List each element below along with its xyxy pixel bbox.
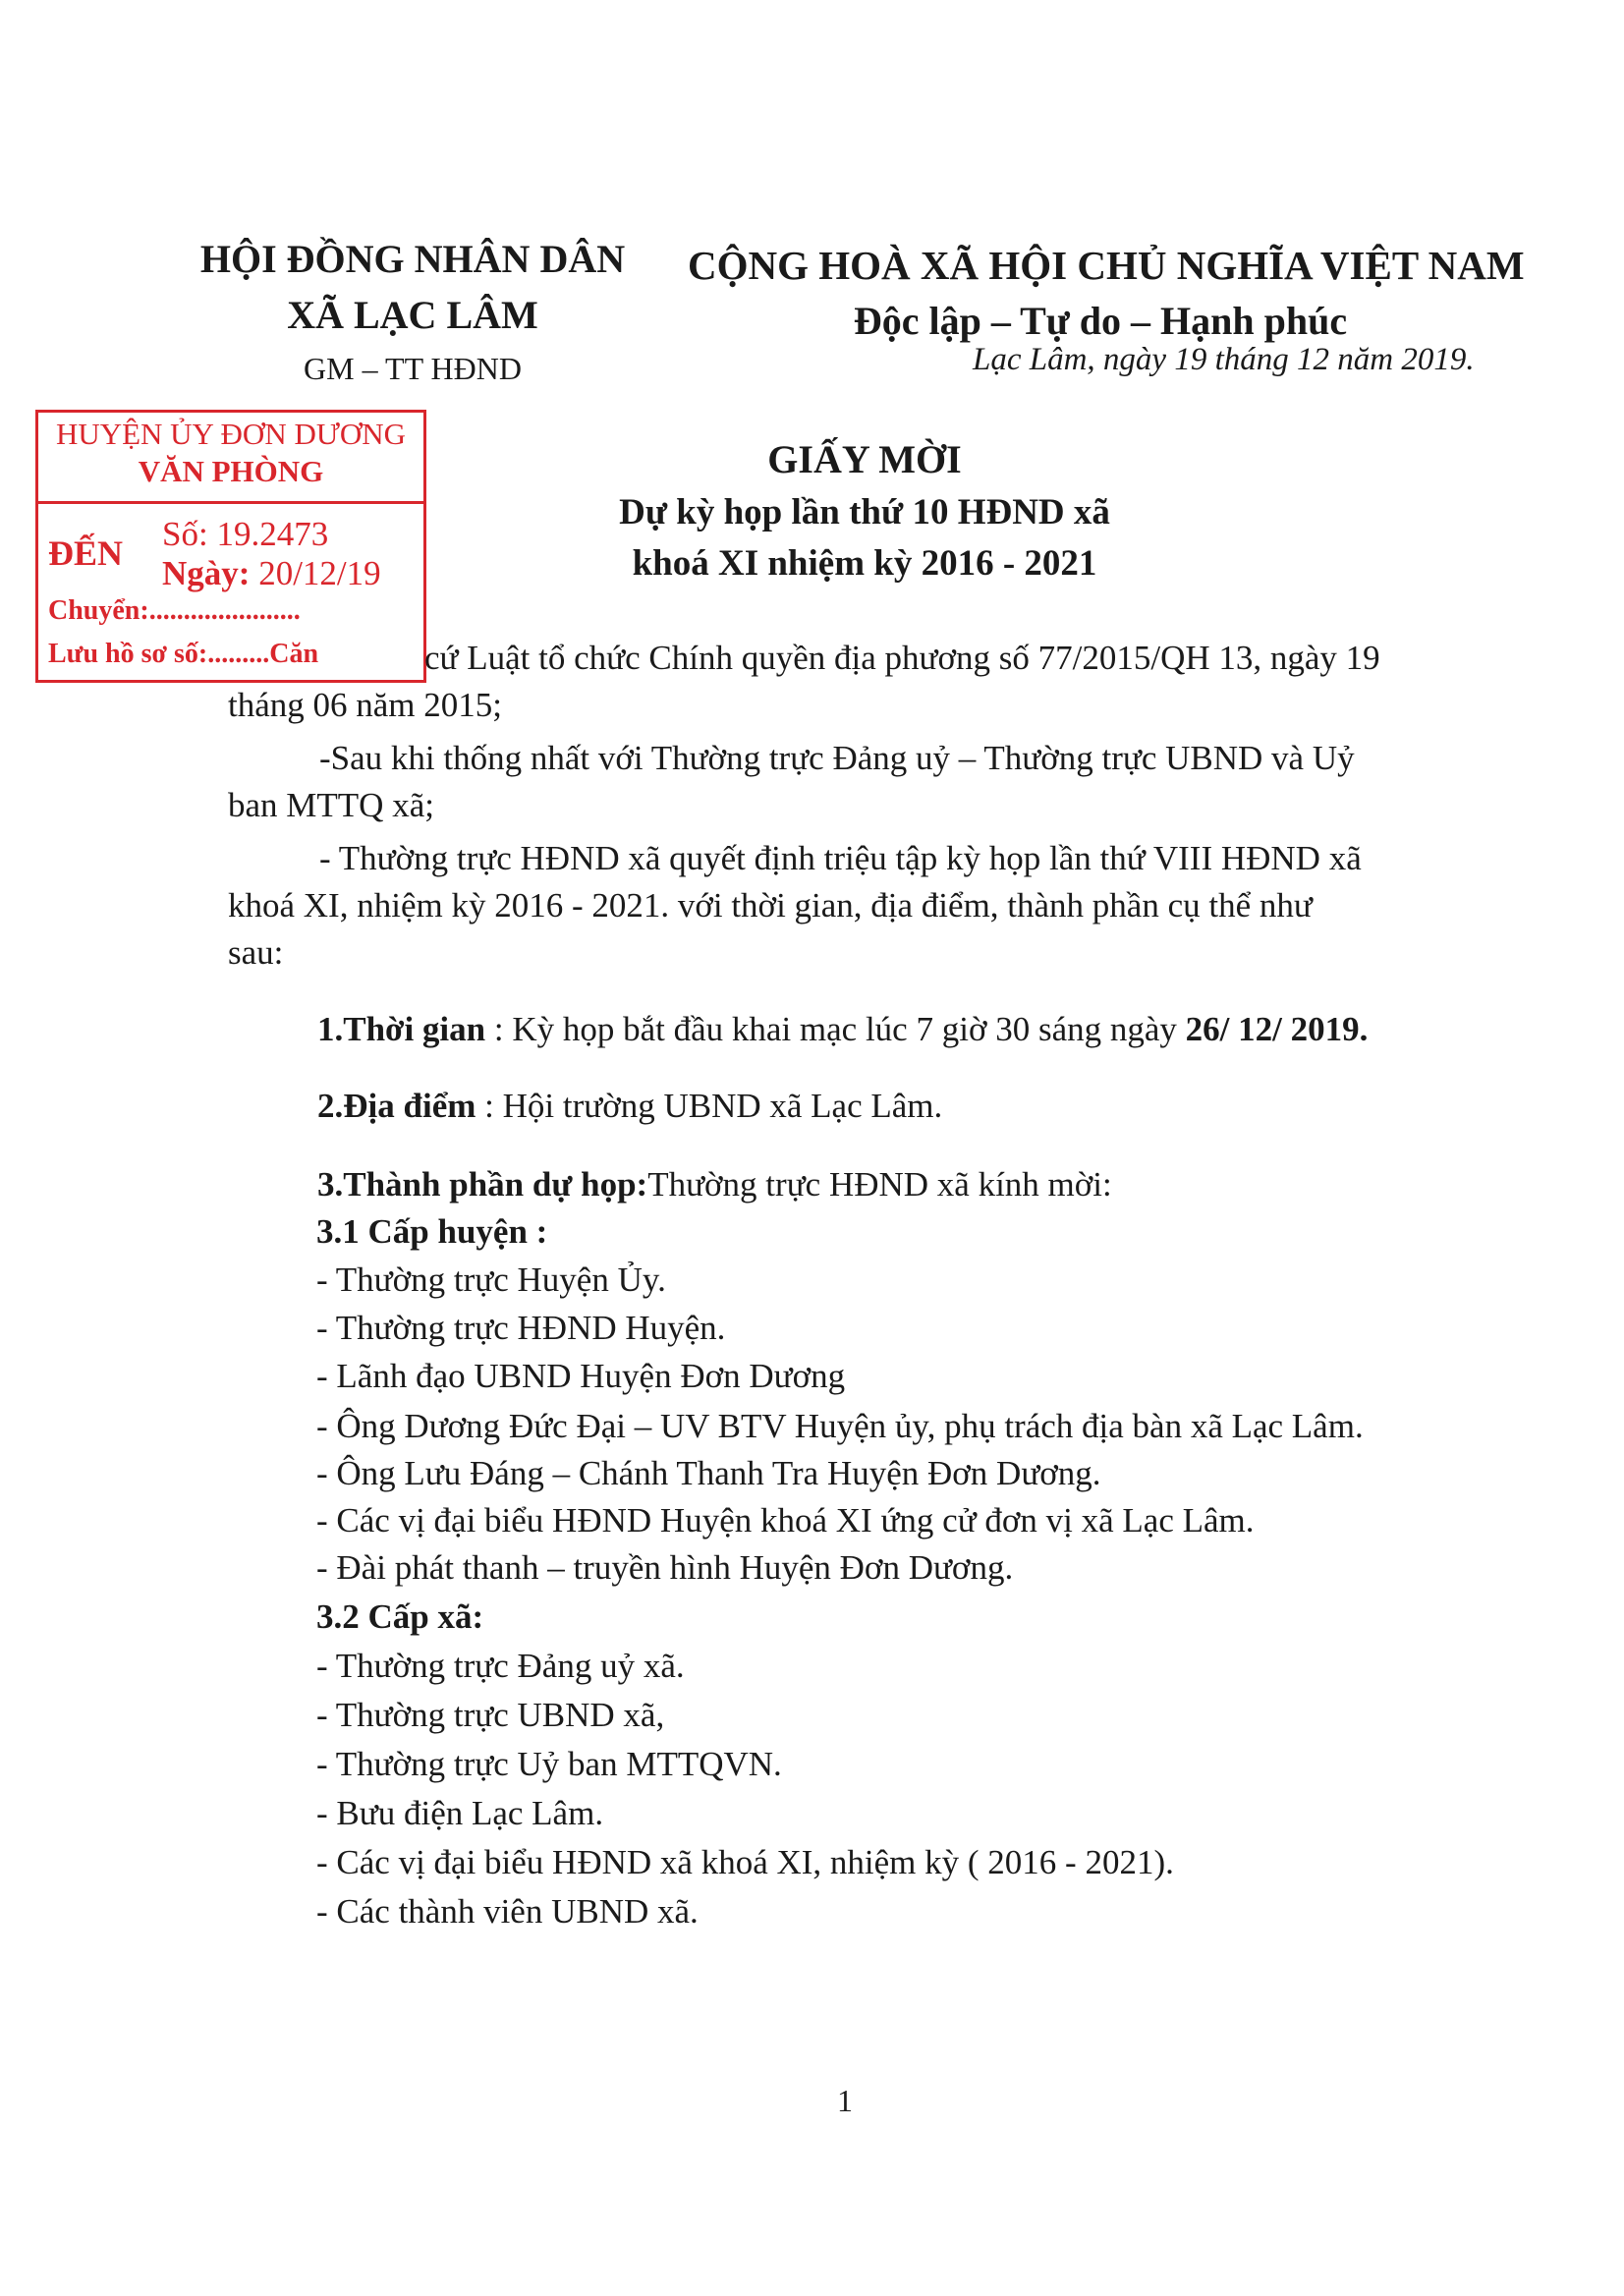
time-text: : Kỳ họp bắt đầu khai mạc lúc 7 giờ 30 sáng ngày [485,1010,1186,1048]
list-item: - Ông Dương Đức Đại – UV BTV Huyện ủy, phụ trách địa bàn xã Lạc Lâm. [316,1407,1364,1445]
invitation-term: khoá XI nhiệm kỳ 2016 - 2021 [632,543,1097,584]
page-number: 1 [837,2083,853,2118]
national-title-block [688,236,1525,348]
commune-heading: 3.2 Cấp xã: [316,1597,484,1636]
time-date: 26/ 12/ 2019. [1185,1010,1369,1048]
national-motto: Độc lập – Tự do – Hạnh phúc [853,299,1348,343]
receipt-stamp [35,410,426,683]
list-item: - Thường trực Uỷ ban MTTQVN. [316,1745,782,1783]
stamp-divider [38,501,423,504]
issuer-council: HỘI ĐỒNG NHÂN DÂN [199,237,626,281]
meeting-place [317,1087,942,1126]
place-text: : Hội trường UBND xã Lạc Lâm. [476,1087,943,1125]
stamp-number: Số: 19.2473 [162,515,329,553]
meeting-time [317,1010,1368,1049]
agreement-line2: ban MTTQ xã; [228,786,434,824]
list-item: - Thường trực UBND xã, [316,1696,665,1734]
legal-basis-line2: tháng 06 năm 2015; [228,686,502,724]
invitation-title: GIẤY MỜI [767,437,962,481]
decision-line1: - Thường trực HĐND xã quyết định triệu tập kỳ họp lần thứ VIII HĐND xã [319,839,1362,877]
list-item: - Thường trực Huyện Ủy. [316,1260,666,1299]
members-text: Thường trực HĐND xã kính mời: [647,1165,1112,1204]
meeting-members [317,1165,1112,1204]
stamp-office: VĂN PHÒNG [138,454,324,488]
stamp-org: HUYỆN ỦY ĐƠN DƯƠNG [55,417,407,451]
time-label: 1.Thời gian [317,1010,486,1048]
district-heading: 3.1 Cấp huyện : [316,1212,548,1251]
issuer-block [187,231,639,394]
document-code: GM – TT HĐND [304,351,522,386]
issue-date: Lạc Lâm, ngày 19 tháng 12 năm 2019. [973,342,1475,377]
decision-line2: khoá XI, nhiệm kỳ 2016 - 2021. với thời gian, địa điểm, thành phần cụ thể như [228,886,1313,924]
issuer-commune: XÃ LẠC LÂM [287,293,538,337]
list-item: - Thường trực HĐND Huyện. [316,1309,726,1347]
list-item: - Thường trực Đảng uỷ xã. [316,1647,685,1685]
list-item: - Bưu điện Lạc Lâm. [316,1794,604,1832]
legal-basis-line1: cứ Luật tổ chức Chính quyền địa phương số 77/2015/QH 13, ngày 19 [424,639,1380,677]
list-item: - Các vị đại biểu HĐND xã khoá XI, nhiệm kỳ ( 2016 - 2021). [316,1843,1174,1881]
agreement-line1: -Sau khi thống nhất với Thường trực Đảng uỷ – Thường trực UBND và Uỷ [319,739,1355,777]
national-title: CỘNG HOÀ XÃ HỘI CHỦ NGHĨA VIỆT NAM [688,243,1525,288]
list-item: - Ông Lưu Đáng – Chánh Thanh Tra Huyện Đơn Dương. [316,1454,1101,1492]
invitation-title-block [531,432,1199,589]
list-item: - Các thành viên UBND xã. [316,1892,699,1931]
stamp-den: ĐẾN [48,533,124,573]
stamp-date-value: 20/12/19 [258,554,381,592]
members-label: 3.Thành phần dự họp: [317,1165,648,1204]
invitation-subtitle: Dự kỳ họp lần thứ 10 HĐND xã [619,492,1110,532]
stamp-date-label: Ngày: [162,554,251,592]
stamp-date [162,554,381,593]
stamp-transfer: Chuyển:...................... [48,595,301,626]
stamp-archive: Lưu hồ sơ số:.........Căn [48,639,319,669]
list-item: - Các vị đại biểu HĐND Huyện khoá XI ứng cử đơn vị xã Lạc Lâm. [316,1501,1255,1540]
decision-line3: sau: [228,933,284,972]
list-item: - Đài phát thanh – truyền hình Huyện Đơn Dương. [316,1548,1014,1587]
place-label: 2.Địa điểm [317,1087,476,1125]
list-item: - Lãnh đạo UBND Huyện Đơn Dương [316,1357,846,1395]
